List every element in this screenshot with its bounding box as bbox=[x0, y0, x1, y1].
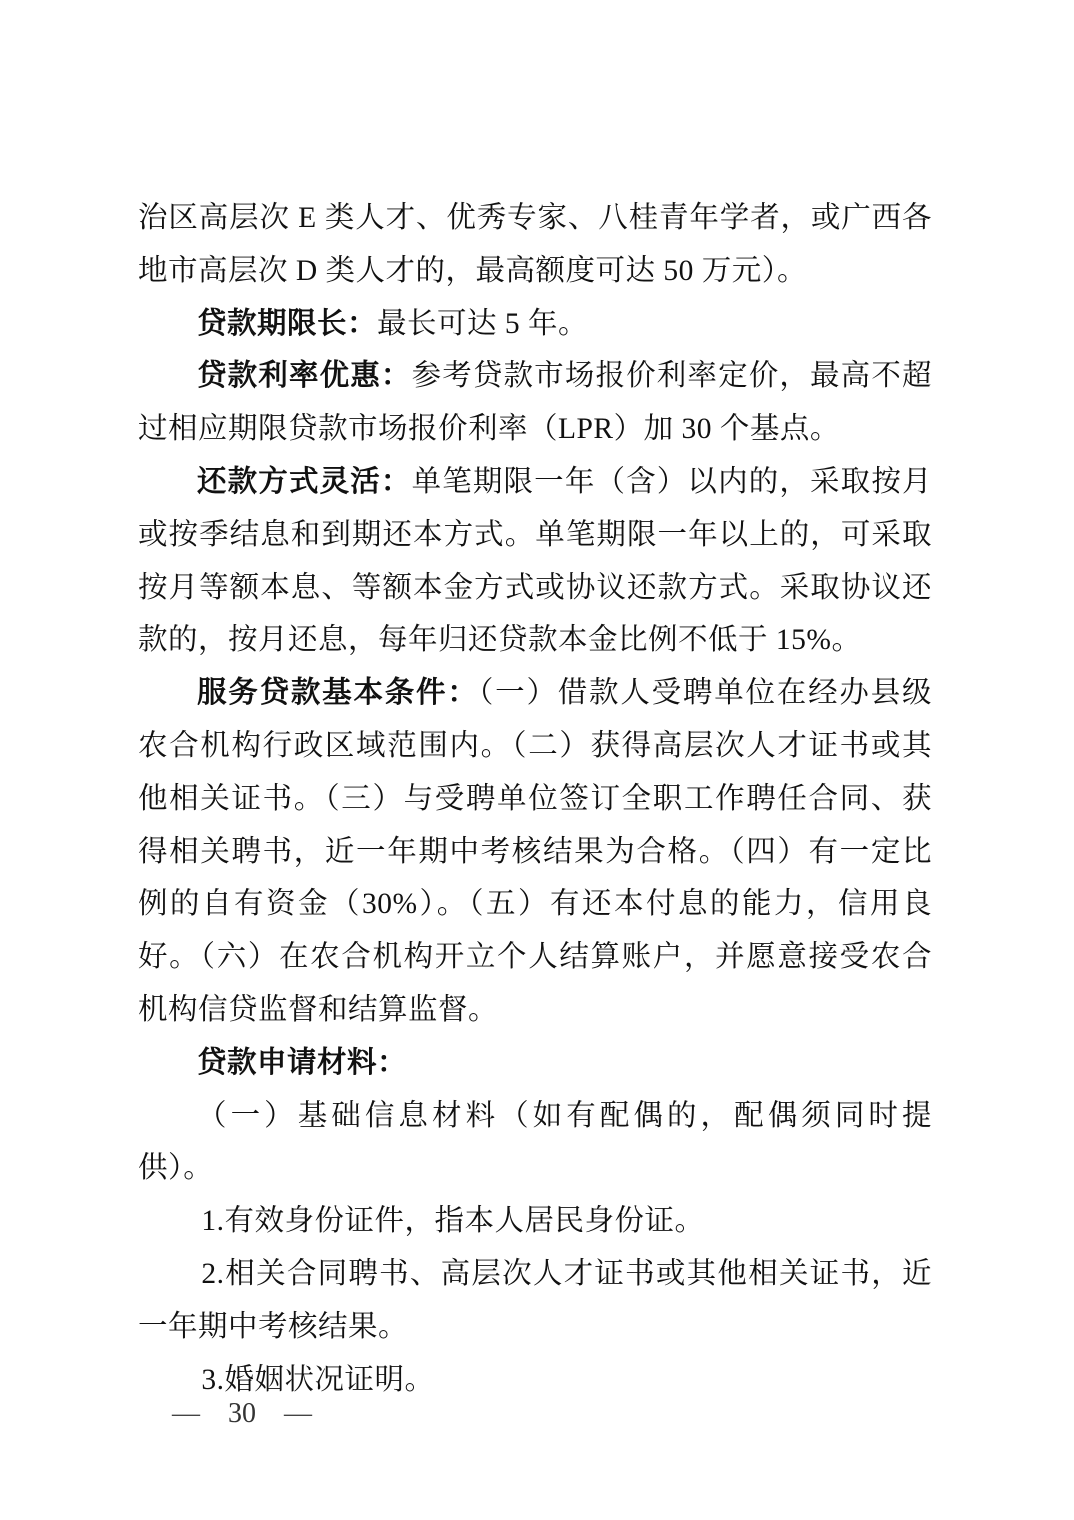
paragraph bbox=[138, 1195, 932, 1248]
paragraph-lead: 贷款申请材料： bbox=[197, 1045, 408, 1079]
paragraph-text: 3.婚姻状况证明。 bbox=[201, 1363, 435, 1396]
paragraph-text: 最长可达 5 年。 bbox=[377, 307, 589, 340]
paragraph-text: （一）基础信息材料（如有配偶的，配偶须同时提供）。 bbox=[138, 1099, 932, 1185]
paragraph bbox=[138, 1037, 932, 1090]
document-body bbox=[138, 192, 932, 1406]
paragraph-text: 1.有效身份证件，指本人居民身份证。 bbox=[201, 1205, 705, 1238]
paragraph bbox=[138, 667, 932, 1037]
paragraph-text: （一）借款人受聘单位在经办县级农合机构行政区域范围内。（二）获得高层次人才证书或其他相关证书。（三）与受聘单位签订全职工作聘任合同、获得相关聘书，近一年期中考核结果为合格。（四）有一定比例的自有资金（30%）。（五）有还本付息的能力，信用良好。（六）在农合机构开立个人结算账户，并愿意接受农合机构信贷监督和结算监督。 bbox=[138, 677, 932, 1026]
paragraph-lead: 贷款期限长： bbox=[197, 306, 378, 340]
paragraph-text: 单笔期限一年（含）以内的，采取按月或按季结息和到期还本方式。单笔期限一年以上的，可采取按月等额本息、等额本金方式或协议还款方式。采取协议还款的，按月还息，每年归还贷款本金比例不低于 15%。 bbox=[138, 465, 932, 657]
page-footer bbox=[172, 1398, 312, 1430]
paragraph bbox=[138, 456, 932, 667]
paragraph bbox=[138, 192, 932, 298]
paragraph bbox=[138, 1090, 932, 1196]
paragraph-lead: 还款方式灵活： bbox=[197, 464, 412, 498]
footer-right-dash: — bbox=[284, 1398, 312, 1429]
paragraph bbox=[138, 350, 932, 456]
paragraph bbox=[138, 1248, 932, 1354]
footer-left-dash: — bbox=[172, 1398, 200, 1429]
paragraph-lead: 贷款利率优惠： bbox=[197, 359, 412, 393]
page-number: 30 bbox=[228, 1398, 256, 1429]
paragraph bbox=[138, 298, 932, 351]
paragraph-lead: 服务贷款基本条件： bbox=[197, 676, 479, 710]
paragraph-text: 参考贷款市场报价利率定价，最高不超过相应期限贷款市场报价利率（LPR）加 30 个基点。 bbox=[138, 360, 932, 446]
paragraph-text: 治区高层次 E 类人才、优秀专家、八桂青年学者，或广西各地市高层次 D 类人才的，最高额度可达 50 万元）。 bbox=[138, 202, 932, 287]
paragraph-text: 2.相关合同聘书、高层次人才证书或其他相关证书，近一年期中考核结果。 bbox=[138, 1257, 932, 1343]
